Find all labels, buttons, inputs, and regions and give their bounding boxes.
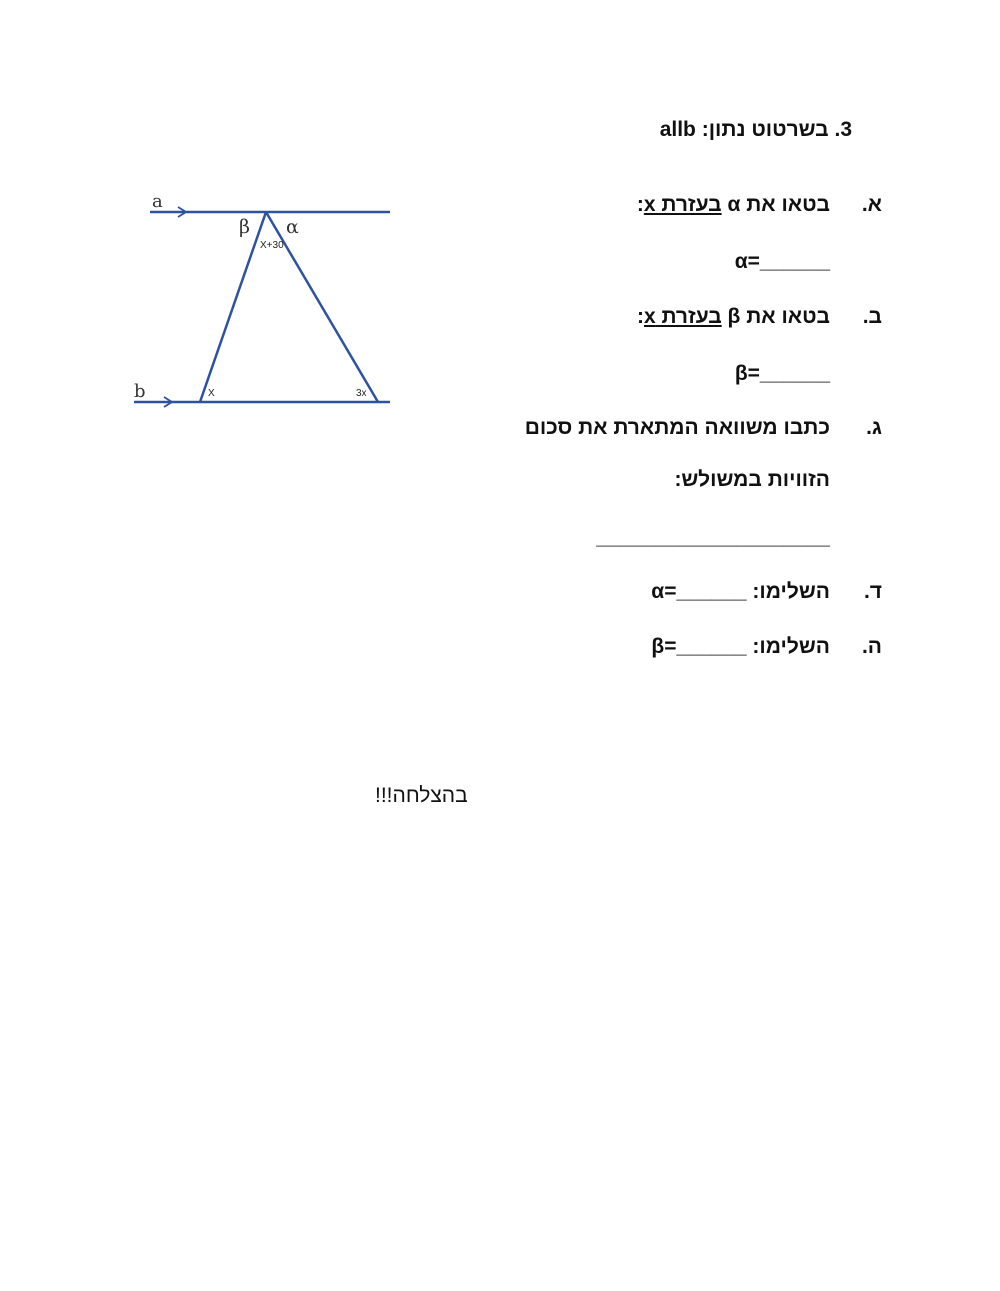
question-a-suffix: :: [636, 193, 644, 216]
question-a-marker: א.: [861, 193, 882, 216]
answer-a-line[interactable]: α=______: [734, 250, 830, 273]
question-d-text[interactable]: השלימו: ______=α: [651, 580, 830, 603]
question-d-marker: ד.: [863, 580, 882, 603]
question-a-text: [637, 193, 830, 217]
alpha-label: α: [286, 216, 299, 238]
question-b-underlined: בעזרת x: [643, 305, 722, 328]
question-a-prefix: בטאו את α: [721, 193, 830, 216]
question-e-marker: ה.: [861, 635, 882, 658]
top-angle-label: X+30: [260, 240, 284, 251]
line-a-label: a: [152, 191, 163, 212]
question-title-text: בשרטוט נתון:: [701, 118, 829, 141]
line-b-label: b: [134, 381, 146, 402]
question-e-text[interactable]: השלימו: ______=β: [651, 635, 830, 658]
bottom-left-angle-label: X: [208, 388, 215, 399]
question-b-text: [637, 305, 830, 329]
given-parallel: allb: [659, 118, 696, 141]
question-c-line-1: כתבו משוואה המתארת את סכום: [524, 416, 830, 439]
answer-c-line[interactable]: ____________________: [596, 526, 830, 549]
geometry-diagram: [120, 180, 410, 420]
triangle-left-side: [200, 212, 266, 402]
answer-b-line[interactable]: β=______: [734, 362, 830, 385]
question-b-prefix: בטאו את β: [721, 305, 830, 328]
question-a-underlined: בעזרת x: [643, 193, 722, 216]
good-luck-text: בהצלחה!!!: [375, 784, 468, 807]
question-b-marker: ב.: [862, 305, 882, 328]
question-c-line-2: הזוויות במשולש:: [674, 468, 830, 491]
question-number: 3.: [834, 118, 852, 141]
question-c-marker: ג.: [866, 416, 882, 439]
question-b-suffix: :: [636, 305, 644, 328]
question-title: [660, 118, 852, 142]
beta-label: β: [239, 216, 250, 238]
bottom-right-angle-label: 3x: [356, 388, 367, 399]
